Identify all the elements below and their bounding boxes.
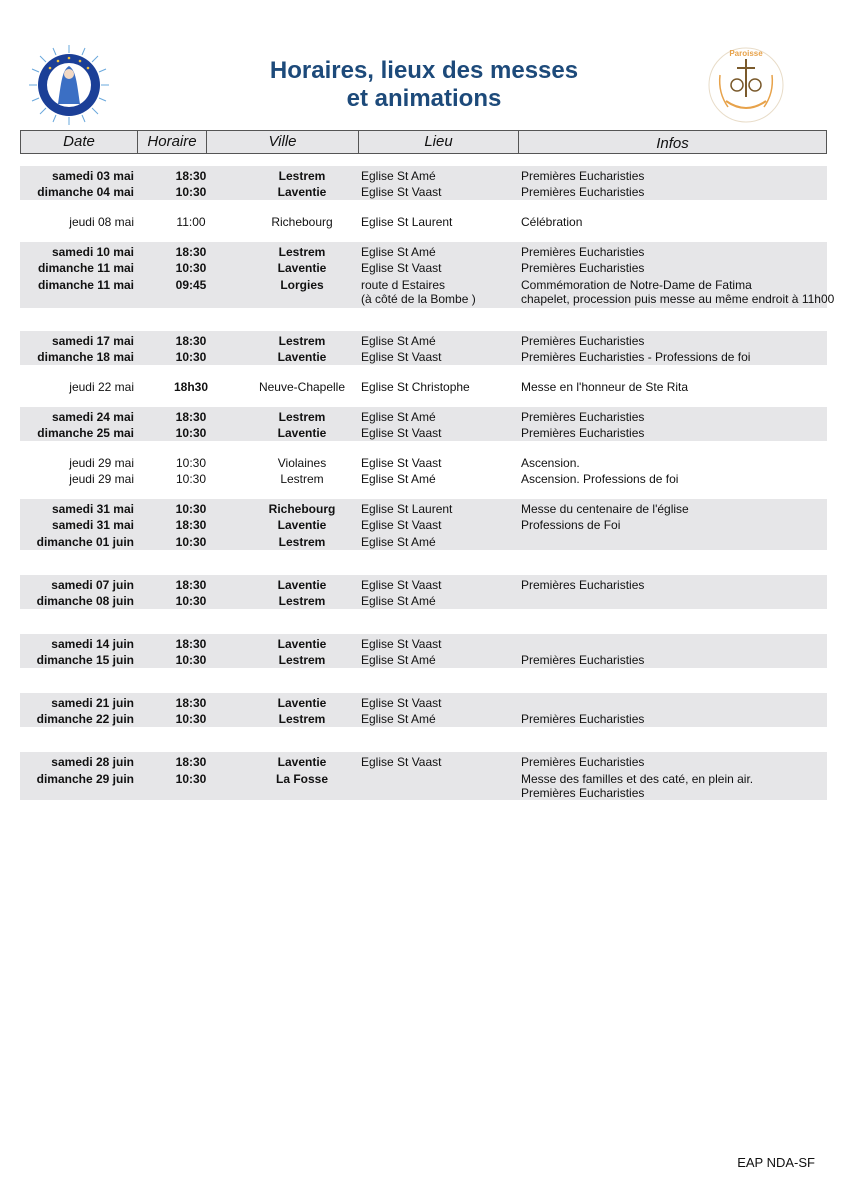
row-date: jeudi 08 mai xyxy=(69,215,134,229)
row-city: Laventie xyxy=(277,350,327,364)
title-line-1: Horaires, lieux des messes xyxy=(269,57,579,84)
table-row xyxy=(20,409,827,425)
row-place: Eglise St Vaast xyxy=(361,696,442,710)
row-date: samedi 17 mai xyxy=(51,334,134,348)
row-city: Lestrem xyxy=(278,712,326,726)
row-city: Lestrem xyxy=(278,245,326,259)
row-place: Eglise St Amé xyxy=(361,169,436,183)
row-time: 18:30 xyxy=(175,169,207,183)
row-city: Lestrem xyxy=(278,535,326,549)
table-row xyxy=(20,695,827,711)
table-row xyxy=(20,244,827,260)
row-city: Lestrem xyxy=(278,410,326,424)
row-time: 10:30 xyxy=(175,594,207,608)
row-place: Eglise St Amé xyxy=(361,334,436,348)
row-date: dimanche 11 mai xyxy=(37,278,134,292)
table-row xyxy=(20,471,827,487)
row-info: chapelet, procession puis messe au même endroit à 11h00 xyxy=(521,292,835,306)
row-date: dimanche 25 mai xyxy=(37,426,134,440)
table-row xyxy=(20,349,827,365)
row-date: samedi 21 juin xyxy=(51,696,134,710)
row-time: 10:30 xyxy=(175,350,207,364)
column-header-horaire: Horaire xyxy=(138,131,207,153)
table-row xyxy=(20,534,827,550)
row-time: 10:30 xyxy=(175,426,207,440)
row-place: Eglise St Amé xyxy=(361,410,436,424)
table-row xyxy=(20,652,827,668)
row-time: 18h30 xyxy=(173,380,209,394)
row-time: 10:30 xyxy=(175,772,207,786)
row-time: 18:30 xyxy=(175,755,207,769)
row-time: 10:30 xyxy=(175,712,207,726)
row-date: samedi 31 mai xyxy=(51,518,134,532)
row-city: Lestrem xyxy=(278,334,326,348)
row-time: 11:00 xyxy=(176,215,206,229)
table-row xyxy=(20,214,827,230)
row-time: 10:30 xyxy=(175,472,207,486)
row-info: Premières Eucharisties xyxy=(521,755,645,769)
row-date: dimanche 04 mai xyxy=(37,185,134,199)
row-info: Premières Eucharisties xyxy=(521,261,645,275)
row-time: 18:30 xyxy=(175,696,207,710)
row-city: Lestrem xyxy=(278,653,326,667)
row-time: 18:30 xyxy=(175,334,207,348)
row-place: Eglise St Amé xyxy=(361,594,436,608)
row-place: Eglise St Amé xyxy=(361,653,436,667)
row-place: Eglise St Laurent xyxy=(361,215,453,229)
table-row xyxy=(20,168,827,184)
row-date: dimanche 01 juin xyxy=(36,535,134,549)
row-date: samedi 03 mai xyxy=(51,169,134,183)
row-info: Messe du centenaire de l'église xyxy=(521,502,689,516)
row-place: Eglise St Vaast xyxy=(361,456,442,470)
row-place: (à côté de la Bombe ) xyxy=(361,292,476,306)
row-info: Premières Eucharisties xyxy=(521,169,645,183)
row-date: dimanche 08 juin xyxy=(36,594,134,608)
row-time: 18:30 xyxy=(175,637,207,651)
row-place: route d Estaires xyxy=(361,278,446,292)
row-date: dimanche 15 juin xyxy=(36,653,134,667)
row-info: Premières Eucharisties xyxy=(521,185,645,199)
row-place: Eglise St Christophe xyxy=(361,380,470,394)
table-row xyxy=(20,593,827,609)
row-info: Premières Eucharisties xyxy=(521,712,645,726)
row-info: Ascension. Professions de foi xyxy=(521,472,679,486)
column-header-infos: Infos xyxy=(656,135,689,152)
row-city: Laventie xyxy=(277,518,327,532)
row-time: 10:30 xyxy=(175,535,207,549)
row-time: 18:30 xyxy=(175,245,207,259)
table-row xyxy=(20,260,827,276)
row-city: Lestrem xyxy=(278,594,326,608)
footer-label: EAP NDA-SF xyxy=(737,1155,815,1170)
row-date: samedi 10 mai xyxy=(51,245,134,259)
row-time: 10:30 xyxy=(175,502,207,516)
row-place: Eglise St Vaast xyxy=(361,518,442,532)
row-city: Lestrem xyxy=(280,472,324,486)
row-date: samedi 07 juin xyxy=(51,578,134,592)
row-info: Premières Eucharisties xyxy=(521,245,645,259)
row-date: jeudi 22 mai xyxy=(69,380,134,394)
row-info: Premières Eucharisties xyxy=(521,410,645,424)
row-city: Lorgies xyxy=(280,278,324,292)
logo-right-label: Paroisse xyxy=(729,49,763,58)
row-date: jeudi 29 mai xyxy=(69,456,134,470)
row-place: Eglise St Vaast xyxy=(361,350,442,364)
row-time: 10:30 xyxy=(175,185,207,199)
row-city: Laventie xyxy=(277,696,327,710)
row-time: 18:30 xyxy=(175,410,207,424)
row-info: Ascension. xyxy=(521,456,580,470)
table-row xyxy=(20,785,827,801)
row-place: Eglise St Amé xyxy=(361,712,436,726)
row-place: Eglise St Vaast xyxy=(361,261,442,275)
row-info: Premières Eucharisties xyxy=(521,578,645,592)
row-date: dimanche 22 juin xyxy=(36,712,134,726)
table-row xyxy=(20,455,827,471)
row-city: Laventie xyxy=(277,578,327,592)
table-row xyxy=(20,754,827,770)
table-header xyxy=(20,130,827,154)
row-place: Eglise St Laurent xyxy=(361,502,453,516)
table-row xyxy=(20,577,827,593)
row-info: Célébration xyxy=(521,215,583,229)
row-date: samedi 31 mai xyxy=(51,502,134,516)
row-place: Eglise St Vaast xyxy=(361,755,442,769)
row-date: dimanche 29 juin xyxy=(36,772,134,786)
row-place: Eglise St Amé xyxy=(361,472,436,486)
row-city: Lestrem xyxy=(278,169,326,183)
row-date: samedi 14 juin xyxy=(51,637,134,651)
row-city: Neuve-Chapelle xyxy=(258,380,346,394)
page-title xyxy=(0,57,848,113)
row-city: Laventie xyxy=(277,261,327,275)
row-time: 18:30 xyxy=(175,518,207,532)
row-date: dimanche 11 mai xyxy=(37,261,134,275)
table-row xyxy=(20,291,835,307)
row-place: Eglise St Vaast xyxy=(361,637,442,651)
column-header-lieu: Lieu xyxy=(359,131,519,153)
row-place: Eglise St Amé xyxy=(361,245,436,259)
table-row xyxy=(20,501,827,517)
row-city: Richebourg xyxy=(268,502,336,516)
row-city: La Fosse xyxy=(275,772,329,786)
table-row xyxy=(20,333,827,349)
table-row xyxy=(20,184,827,200)
row-date: samedi 24 mai xyxy=(51,410,134,424)
table-row xyxy=(20,379,827,395)
row-info: Messe en l'honneur de Ste Rita xyxy=(521,380,689,394)
row-city: Laventie xyxy=(277,637,327,651)
row-info: Premières Eucharisties xyxy=(521,786,645,800)
table-row xyxy=(20,711,827,727)
row-info: Premières Eucharisties xyxy=(521,426,645,440)
row-place: Eglise St Vaast xyxy=(361,426,442,440)
row-city: Laventie xyxy=(277,755,327,769)
column-header-date: Date xyxy=(21,131,138,153)
row-city: Richebourg xyxy=(271,215,333,229)
row-info: Messe des familles et des caté, en plein air. xyxy=(521,772,754,786)
row-info: Commémoration de Notre-Dame de Fatima xyxy=(521,278,752,292)
row-time: 10:30 xyxy=(175,261,207,275)
table-row xyxy=(20,425,827,441)
row-city: Laventie xyxy=(277,426,327,440)
row-date: samedi 28 juin xyxy=(51,755,134,769)
row-time: 10:30 xyxy=(175,653,207,667)
row-time: 09:45 xyxy=(175,278,207,292)
row-time: 10:30 xyxy=(175,456,207,470)
row-info: Premières Eucharisties xyxy=(521,334,645,348)
row-info: Premières Eucharisties - Professions de foi xyxy=(521,350,751,364)
row-date: dimanche 18 mai xyxy=(37,350,134,364)
title-line-2: et animations xyxy=(346,85,502,112)
table-row xyxy=(20,517,827,533)
row-city: Violaines xyxy=(277,456,327,470)
row-city: Laventie xyxy=(277,185,327,199)
row-place: Eglise St Amé xyxy=(361,535,436,549)
column-header-ville: Ville xyxy=(207,131,359,153)
row-info: Professions de Foi xyxy=(521,518,621,532)
row-info: Premières Eucharisties xyxy=(521,653,645,667)
table-row xyxy=(20,636,827,652)
row-place: Eglise St Vaast xyxy=(361,578,442,592)
row-place: Eglise St Vaast xyxy=(361,185,442,199)
row-time: 18:30 xyxy=(175,578,207,592)
row-date: jeudi 29 mai xyxy=(69,472,134,486)
